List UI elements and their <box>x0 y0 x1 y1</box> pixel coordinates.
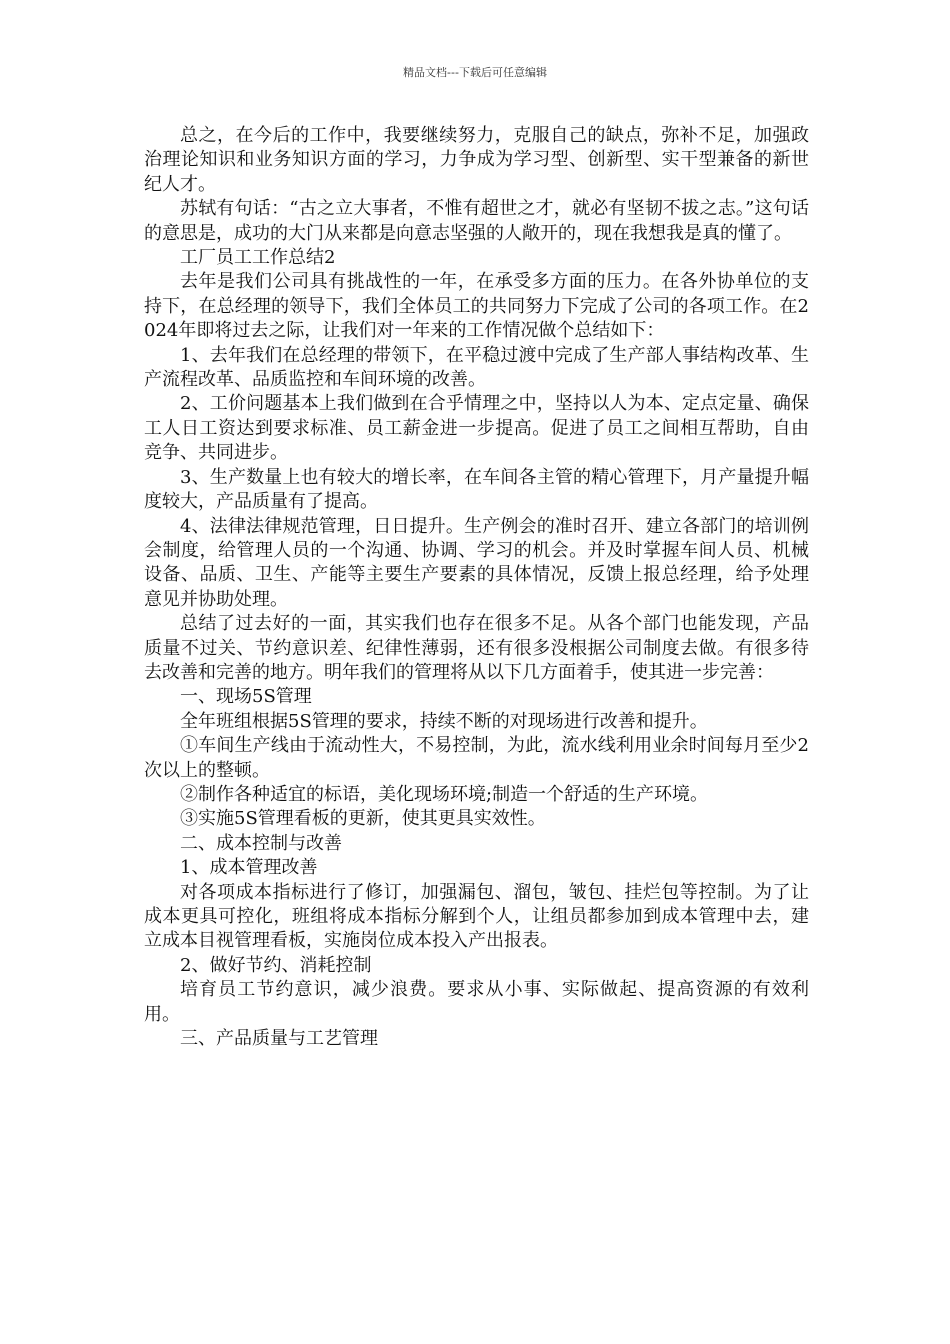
subheading: 三、产品质量与工艺管理 <box>180 1028 378 1050</box>
paragraph: 去年是我们公司具有挑战性的一年，在承受多方面的压力。在各外协单位的支持下，在总经理的领导下，我们全体员工的共同努力下完成了公司的各项工作。在2024年即将过去之际，让我们对一年来的工作情况做个总结如下： <box>144 271 809 342</box>
list-item: 4、法律法律规范管理，日日提升。生产例会的准时召开、建立各部门的培训例会制度，给管理人员的一个沟通、协调、学习的机会。并及时掌握车间人员、机械设备、品质、卫生、产能等主要生产要素的具体情况，反馈上报总经理，给予处理意见并协助处理。 <box>144 515 809 610</box>
paragraph: 全年班组根据5S管理的要求，持续不断的对现场进行改善和提升。 <box>180 710 708 732</box>
list-item: 2、工价问题基本上我们做到在合乎情理之中，坚持以人为本、定点定量、确保工人日工资达到要求标准、员工薪金进一步提高。促进了员工之间相互帮助，自由竞争、共同进步。 <box>144 393 809 464</box>
paragraph: 培育员工节约意识，减少浪费。要求从小事、实际做起、提高资源的有效利用。 <box>144 979 809 1025</box>
document-body <box>144 124 809 1051</box>
page-header: 精品文档---下载后可任意编辑 <box>403 66 547 79</box>
list-item: ③实施5S管理看板的更新，使其更具实效性。 <box>180 808 546 830</box>
subheading: 2、做好节约、消耗控制 <box>180 954 372 976</box>
section-title: 工厂员工工作总结2 <box>180 247 336 269</box>
subheading: 二、成本控制与改善 <box>180 832 342 854</box>
subheading: 一、现场5S管理 <box>180 686 312 708</box>
paragraph: 对各项成本指标进行了修订，加强漏包、溜包，皱包、挂烂包等控制。为了让成本更具可控化，班组将成本指标分解到个人，让组员都参加到成本管理中去，建立成本目视管理看板，实施岗位成本投入产出报表。 <box>144 881 809 952</box>
paragraph: 苏轼有句话：“古之立大事者，不惟有超世之才，就必有坚韧不拔之志。”这句话的意思是，成功的大门从来都是向意志坚强的人敞开的，现在我想我是真的懂了。 <box>144 198 809 244</box>
list-item: 1、去年我们在总经理的带领下，在平稳过渡中完成了生产部人事结构改革、生产流程改革、品质监控和车间环境的改善。 <box>144 344 809 391</box>
paragraph: 总之，在今后的工作中，我要继续努力，克服自己的缺点，弥补不足，加强政治理论知识和业务知识方面的学习，力争成为学习型、创新型、实干型兼备的新世纪人才。 <box>144 125 809 195</box>
list-item: ①车间生产线由于流动性大，不易控制，为此，流水线利用业余时间每月至少2次以上的整顿。 <box>144 735 809 781</box>
subheading: 1、成本管理改善 <box>180 857 318 879</box>
list-item: ②制作各种适宜的标语，美化现场环境;制造一个舒适的生产环境。 <box>180 783 709 805</box>
list-item: 3、生产数量上也有较大的增长率，在车间各主管的精心管理下，月产量提升幅度较大，产品质量有了提高。 <box>144 466 809 513</box>
paragraph: 总结了过去好的一面，其实我们也存在很多不足。从各个部门也能发现，产品质量不过关、节约意识差、纪律性薄弱，还有很多没根据公司制度去做。有很多待去改善和完善的地方。明年我们的管理将从以下几方面着手，使其进一步完善： <box>144 613 809 683</box>
